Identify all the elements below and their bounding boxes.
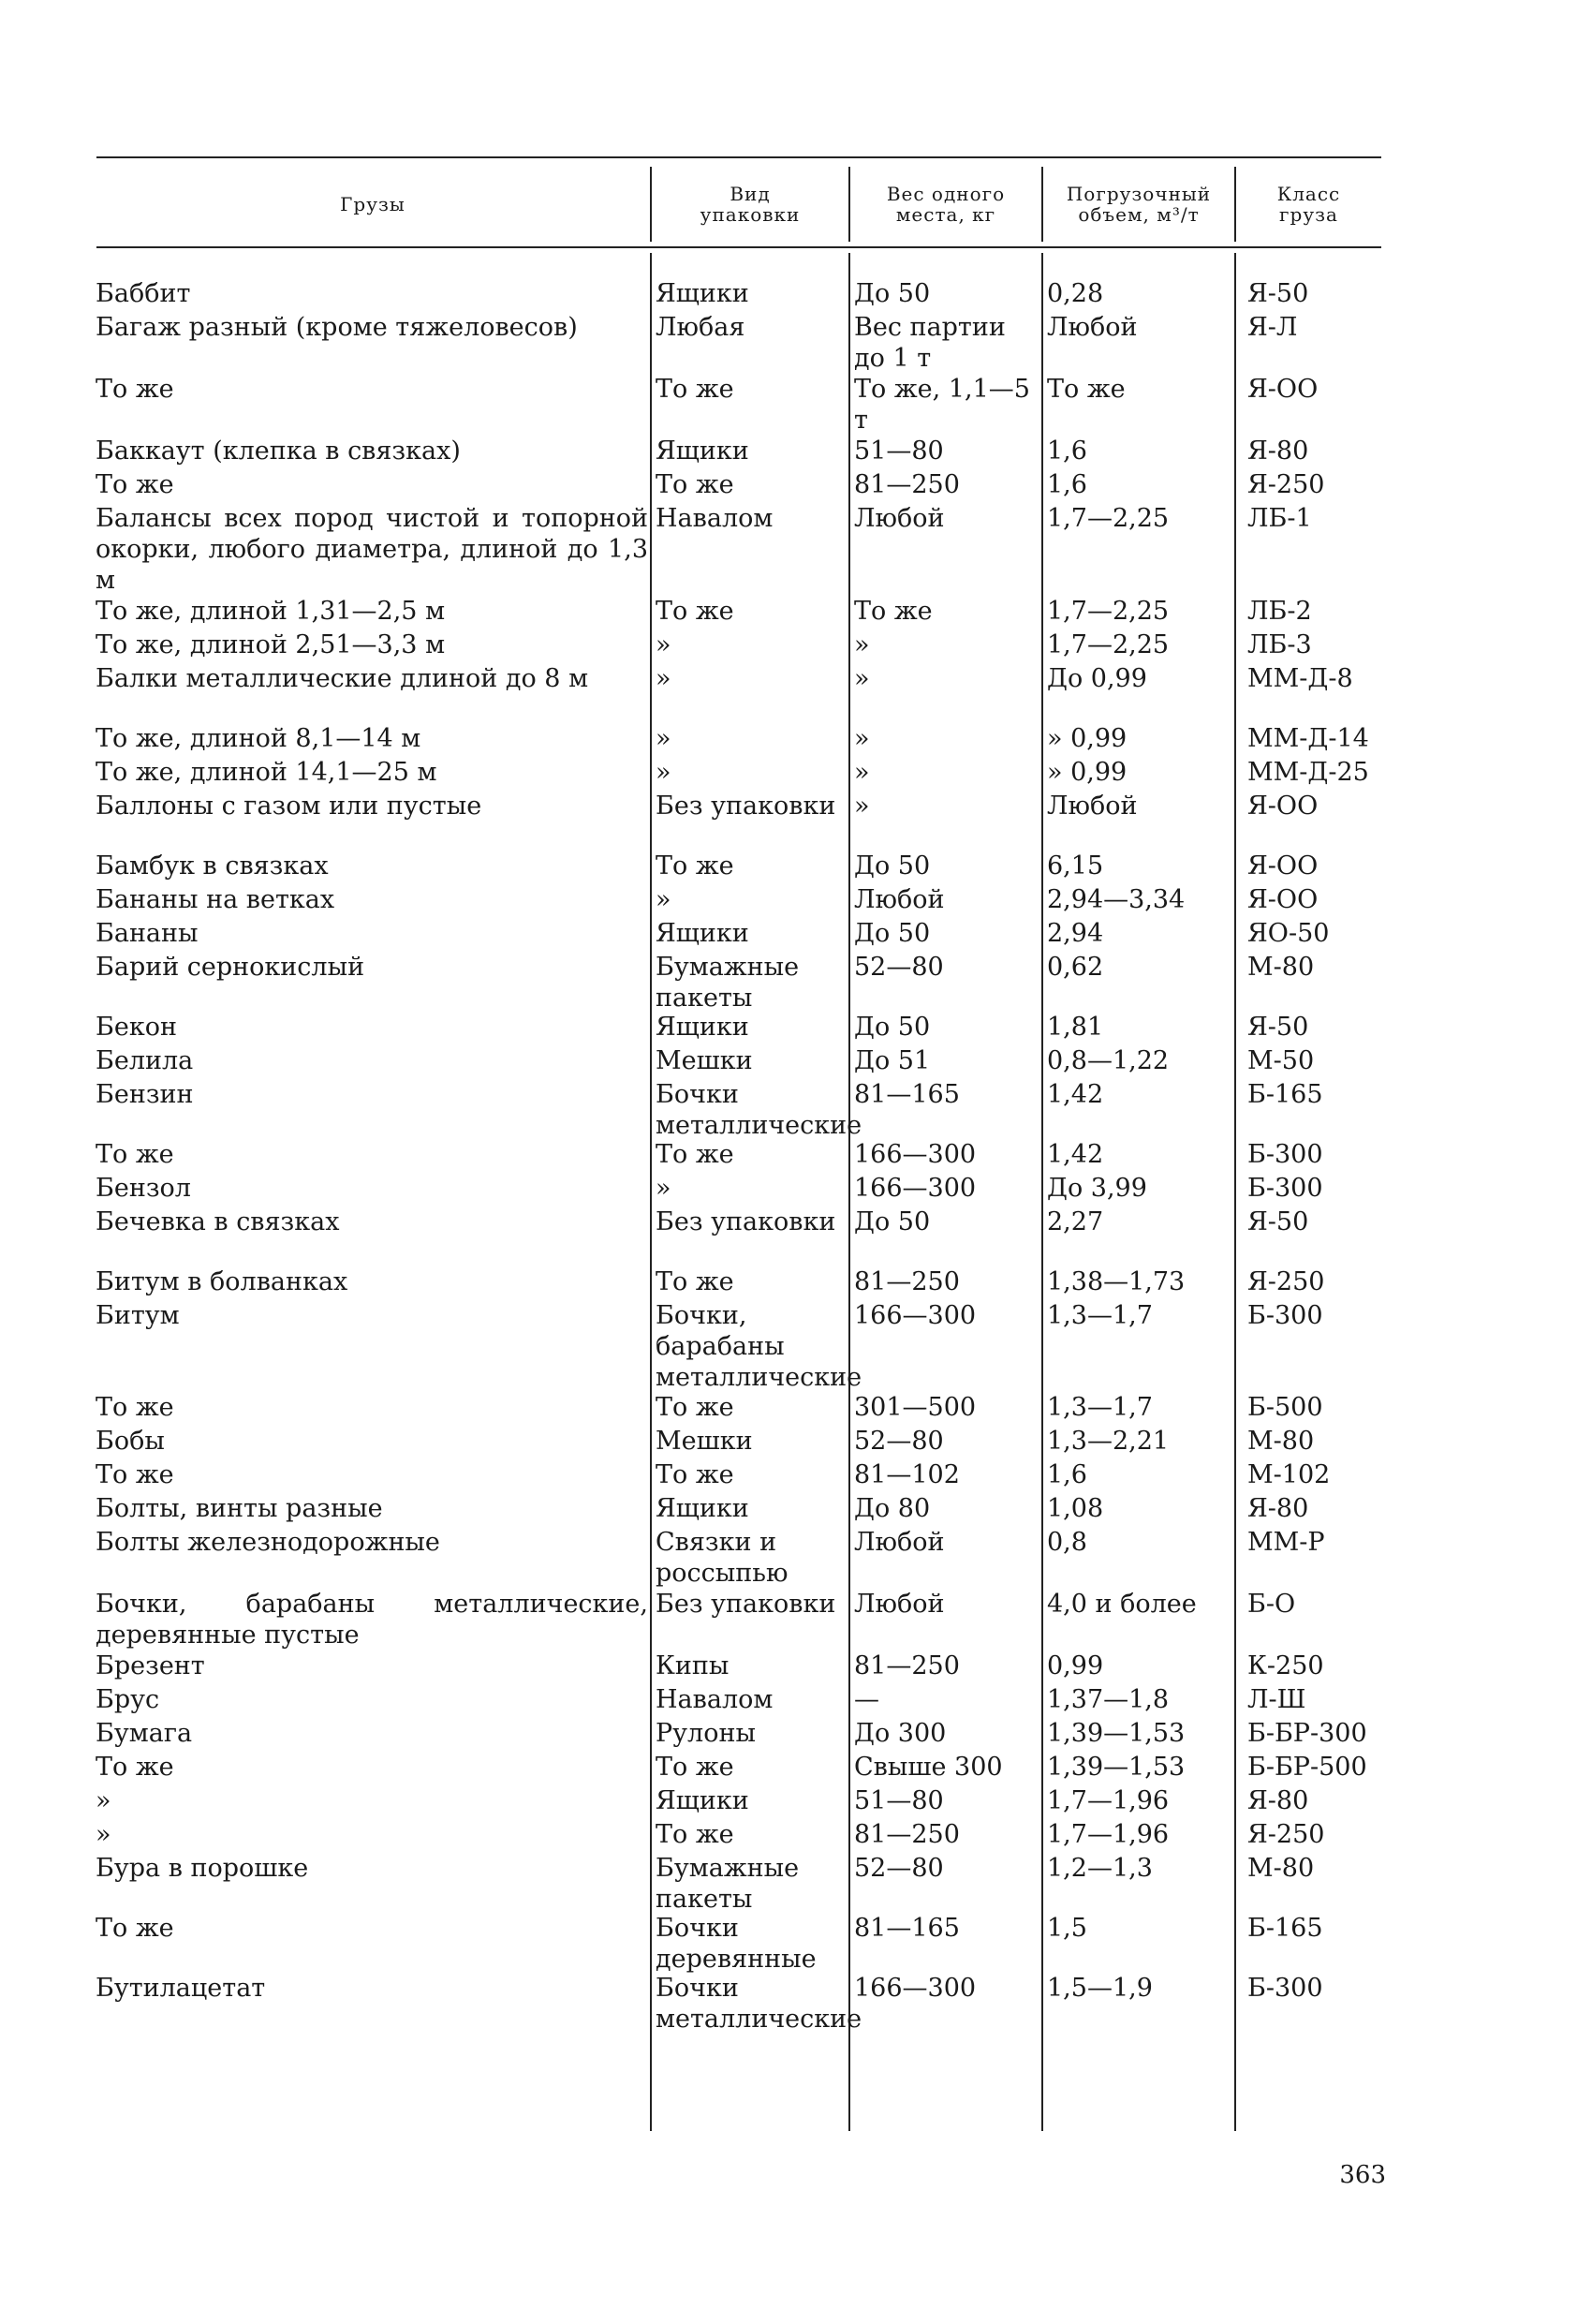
cell-name: Болты железнодорожные	[96, 1528, 440, 1557]
cell-name: Болты, винты разные	[96, 1494, 383, 1523]
header-bottom-rule	[96, 246, 1381, 248]
cell-volume: 1,6	[1047, 437, 1087, 466]
cell-volume: 1,7—1,96	[1047, 1786, 1170, 1815]
page-number: 363	[1339, 2161, 1386, 2189]
cell-weight: »	[854, 724, 870, 753]
cell-volume: 1,5	[1047, 1914, 1087, 1943]
cell-weight: —	[854, 1685, 879, 1714]
cell-class: М-50	[1247, 1046, 1315, 1075]
cell-weight: То же	[854, 597, 933, 626]
cell-pack: »	[656, 630, 671, 659]
cell-volume: 1,7—2,25	[1047, 504, 1170, 533]
cell-class: ЛБ-2	[1247, 597, 1312, 626]
cell-class: Б-БР-300	[1247, 1719, 1367, 1748]
cell-pack: То же	[656, 1267, 734, 1296]
cell-pack: Мешки	[656, 1046, 753, 1075]
cell-name: Баббит	[96, 279, 191, 308]
cell-class: ММ-Д-25	[1247, 758, 1369, 787]
cell-weight: 52—80	[854, 953, 944, 982]
cell-weight: Свыше 300	[854, 1753, 1003, 1782]
cell-name: Битум	[96, 1301, 180, 1330]
cell-class: Я-50	[1247, 1207, 1309, 1236]
cell-name: Балки металлические длиной до 8 м	[96, 664, 589, 693]
cell-name: То же	[96, 1914, 174, 1943]
cell-class: Б-165	[1247, 1914, 1323, 1943]
cell-class: ММ-Р	[1247, 1528, 1325, 1557]
cell-name: Бочки, барабаны металлические, деревянные пустые	[96, 1590, 648, 1650]
cell-name: Брус	[96, 1685, 160, 1714]
cell-weight: До 50	[854, 279, 931, 308]
cell-weight: 81—165	[854, 1080, 960, 1109]
cell-weight: До 50	[854, 851, 931, 881]
cell-pack: Ящики	[656, 437, 749, 466]
cell-weight: 51—80	[854, 437, 944, 466]
cell-name: Балансы всех пород чистой и топорной окорки, любого диаметра, длиной до 1,3 м	[96, 504, 648, 595]
cell-pack: Бочки, барабаны металлические	[656, 1301, 862, 1392]
cell-weight: До 300	[854, 1719, 947, 1748]
cell-class: Б-300	[1247, 1174, 1323, 1203]
cell-class: М-102	[1247, 1460, 1331, 1489]
cell-name: То же, длиной 1,31—2,5 м	[96, 597, 446, 626]
cell-weight: Любой	[854, 504, 945, 533]
cell-weight: До 80	[854, 1494, 931, 1523]
cell-name: Бекон	[96, 1013, 177, 1042]
cell-name: То же	[96, 1393, 174, 1422]
cell-name: То же, длиной 14,1—25 м	[96, 758, 437, 787]
cell-class: Б-165	[1247, 1080, 1323, 1109]
cell-pack: То же	[656, 1753, 734, 1782]
header-cargo: Грузы	[340, 193, 405, 215]
cell-weight: Любой	[854, 885, 945, 914]
cell-pack: То же	[656, 1393, 734, 1422]
header-packing: Вид упаковки	[700, 183, 801, 226]
cell-volume: 6,15	[1047, 851, 1104, 881]
cell-volume: 1,6	[1047, 1460, 1087, 1489]
cell-weight: 301—500	[854, 1393, 977, 1422]
cell-class: ММ-Д-14	[1247, 724, 1369, 753]
cell-name: »	[96, 1786, 111, 1815]
cell-pack: Рулоны	[656, 1719, 756, 1748]
cell-volume: 2,94	[1047, 919, 1104, 948]
cell-weight: 51—80	[854, 1786, 944, 1815]
cell-weight: »	[854, 758, 870, 787]
cell-class: Я-250	[1247, 1267, 1325, 1296]
cell-weight: 81—250	[854, 1651, 960, 1680]
cell-class: Б-БР-500	[1247, 1753, 1367, 1782]
cell-volume: 1,38—1,73	[1047, 1267, 1186, 1296]
column-divider	[1234, 253, 1236, 2131]
cell-pack: Связки и россыпью	[656, 1528, 789, 1588]
cell-pack: Без упаковки	[656, 1590, 836, 1619]
cell-pack: Ящики	[656, 1494, 749, 1523]
header-weight: Вес одного места, кг	[886, 183, 1006, 226]
column-divider	[848, 253, 850, 2131]
cell-class: ЛБ-1	[1247, 504, 1312, 533]
cell-weight: 52—80	[854, 1854, 944, 1883]
cell-pack: Без упаковки	[656, 792, 836, 821]
cell-class: М-80	[1247, 1427, 1315, 1456]
column-divider	[1041, 253, 1043, 2131]
cell-pack: То же	[656, 1140, 734, 1169]
cell-weight: 52—80	[854, 1427, 944, 1456]
cell-name: Бананы	[96, 919, 199, 948]
cell-volume: 0,8	[1047, 1528, 1087, 1557]
cell-pack: Ящики	[656, 1786, 749, 1815]
cell-weight: »	[854, 630, 870, 659]
cell-name: Баллоны с газом или пустые	[96, 792, 482, 821]
cell-volume: 1,3—1,7	[1047, 1393, 1153, 1422]
cell-volume: Любой	[1047, 792, 1138, 821]
cell-volume: 4,0 и более	[1047, 1590, 1197, 1619]
cell-weight: До 50	[854, 1013, 931, 1042]
column-divider	[650, 253, 652, 2131]
cell-pack: »	[656, 724, 671, 753]
cell-volume: 0,99	[1047, 1651, 1104, 1680]
cell-volume: 2,27	[1047, 1207, 1104, 1236]
cell-volume: 1,7—2,25	[1047, 597, 1170, 626]
cell-pack: »	[656, 885, 671, 914]
cell-pack: Ящики	[656, 919, 749, 948]
cell-volume: 1,2—1,3	[1047, 1854, 1153, 1883]
cell-name: Баккаут (клепка в связках)	[96, 437, 461, 466]
cell-volume: До 3,99	[1047, 1174, 1147, 1203]
cell-class: Я-250	[1247, 1820, 1325, 1849]
cell-pack: Бочки металлические	[656, 1080, 862, 1140]
cell-weight: 81—250	[854, 1267, 960, 1296]
cell-volume: 1,7—1,96	[1047, 1820, 1170, 1849]
cell-volume: 1,3—2,21	[1047, 1427, 1170, 1456]
cell-name: Багаж разный (кроме тяжеловесов)	[96, 313, 578, 342]
cell-weight: До 51	[854, 1046, 931, 1075]
cell-name: Бензол	[96, 1174, 191, 1203]
cell-class: Я-50	[1247, 1013, 1309, 1042]
cell-volume: 1,08	[1047, 1494, 1104, 1523]
table-top-rule	[96, 156, 1381, 158]
cell-weight: 81—250	[854, 470, 960, 499]
cell-volume: 1,42	[1047, 1140, 1104, 1169]
cell-volume: 0,28	[1047, 279, 1104, 308]
cell-volume: 0,62	[1047, 953, 1104, 982]
cell-pack: То же	[656, 1460, 734, 1489]
cell-class: Я-ОО	[1247, 851, 1319, 881]
cell-name: То же, длиной 8,1—14 м	[96, 724, 421, 753]
cell-name: Бобы	[96, 1427, 165, 1456]
cell-volume: Любой	[1047, 313, 1138, 342]
cell-volume: » 0,99	[1047, 724, 1128, 753]
cell-volume: 1,5—1,9	[1047, 1974, 1153, 2003]
cell-name: То же, длиной 2,51—3,3 м	[96, 630, 446, 659]
cell-volume: 1,39—1,53	[1047, 1753, 1186, 1782]
cell-weight: До 50	[854, 1207, 931, 1236]
cell-volume: 0,8—1,22	[1047, 1046, 1170, 1075]
cell-class: ЯО-50	[1247, 919, 1330, 948]
cell-pack: То же	[656, 597, 734, 626]
cell-name: Бананы на ветках	[96, 885, 335, 914]
header-volume: Погрузочный объем, м³/т	[1066, 183, 1212, 226]
cell-class: Я-250	[1247, 470, 1325, 499]
cell-class: Я-50	[1247, 279, 1309, 308]
cell-name: Брезент	[96, 1651, 205, 1680]
cell-name: То же	[96, 1460, 174, 1489]
cell-weight: 166—300	[854, 1174, 977, 1203]
cell-name: Бечевка в связках	[96, 1207, 340, 1236]
cell-class: Я-ОО	[1247, 375, 1319, 404]
cell-class: ЛБ-3	[1247, 630, 1312, 659]
cell-volume: 1,3—1,7	[1047, 1301, 1153, 1330]
cell-pack: То же	[656, 470, 734, 499]
cell-volume: 1,7—2,25	[1047, 630, 1170, 659]
cell-class: Я-ОО	[1247, 885, 1319, 914]
cell-pack: »	[656, 664, 671, 693]
cell-name: Бензин	[96, 1080, 194, 1109]
cell-pack: Навалом	[656, 1685, 774, 1714]
cell-volume: 1,81	[1047, 1013, 1104, 1042]
cell-name: То же	[96, 375, 174, 404]
cell-name: »	[96, 1820, 111, 1849]
cell-weight: 81—250	[854, 1820, 960, 1849]
cell-pack: »	[656, 758, 671, 787]
cell-pack: Ящики	[656, 1013, 749, 1042]
cell-volume: 2,94—3,34	[1047, 885, 1186, 914]
cell-volume: 1,42	[1047, 1080, 1104, 1109]
cell-class: М-80	[1247, 1854, 1315, 1883]
cell-class: Я-80	[1247, 437, 1309, 466]
cell-pack: »	[656, 1174, 671, 1203]
cell-pack: Бумажные пакеты	[656, 953, 800, 1013]
cell-weight: 81—165	[854, 1914, 960, 1943]
cell-name: То же	[96, 1753, 174, 1782]
cell-name: Бутилацетат	[96, 1974, 266, 2003]
cell-class: Л-Ш	[1247, 1685, 1306, 1714]
cell-name: Бура в порошке	[96, 1854, 309, 1883]
cell-class: Я-80	[1247, 1494, 1309, 1523]
cell-pack: Без упаковки	[656, 1207, 836, 1236]
cell-volume: До 0,99	[1047, 664, 1147, 693]
cell-pack: Любая	[656, 313, 745, 342]
cell-class: Б-О	[1247, 1590, 1296, 1619]
cell-weight: Любой	[854, 1590, 945, 1619]
cell-weight: То же, 1,1—5 т	[854, 375, 1030, 435]
cell-weight: 166—300	[854, 1140, 977, 1169]
cell-name: Битум в болванках	[96, 1267, 348, 1296]
cell-class: Б-300	[1247, 1301, 1323, 1330]
cell-pack: Мешки	[656, 1427, 753, 1456]
cell-pack: Навалом	[656, 504, 774, 533]
cell-volume: 1,39—1,53	[1047, 1719, 1186, 1748]
cell-weight: 166—300	[854, 1301, 977, 1330]
cell-weight: »	[854, 792, 870, 821]
cell-class: ММ-Д-8	[1247, 664, 1353, 693]
cell-pack: То же	[656, 1820, 734, 1849]
cell-class: Я-ОО	[1247, 792, 1319, 821]
cell-class: Я-80	[1247, 1786, 1309, 1815]
cell-class: Б-500	[1247, 1393, 1323, 1422]
cell-pack: Бумажные пакеты	[656, 1854, 800, 1914]
cell-pack: Ящики	[656, 279, 749, 308]
cell-pack: Бочки деревянные	[656, 1914, 817, 1974]
cell-pack: То же	[656, 851, 734, 881]
cell-name: Барий сернокислый	[96, 953, 365, 982]
cell-weight: 81—102	[854, 1460, 960, 1489]
cell-volume: » 0,99	[1047, 758, 1128, 787]
cell-weight: 166—300	[854, 1974, 977, 2003]
cell-class: М-80	[1247, 953, 1315, 982]
cell-weight: »	[854, 664, 870, 693]
cell-name: Белила	[96, 1046, 194, 1075]
cell-volume: 1,6	[1047, 470, 1087, 499]
cell-name: То же	[96, 470, 174, 499]
cell-class: К-250	[1247, 1651, 1324, 1680]
cell-weight: Вес партии до 1 т	[854, 313, 1006, 373]
cell-pack: Кипы	[656, 1651, 730, 1680]
cell-volume: 1,37—1,8	[1047, 1685, 1170, 1714]
cell-weight: Любой	[854, 1528, 945, 1557]
cell-name: То же	[96, 1140, 174, 1169]
cell-pack: То же	[656, 375, 734, 404]
cell-weight: До 50	[854, 919, 931, 948]
cell-name: Бамбук в связках	[96, 851, 329, 881]
cell-class: Б-300	[1247, 1140, 1323, 1169]
cell-pack: Бочки металлические	[656, 1974, 862, 2034]
cell-name: Бумага	[96, 1719, 193, 1748]
cell-volume: То же	[1047, 375, 1126, 404]
cell-class: Б-300	[1247, 1974, 1323, 2003]
header-class: Класс груза	[1276, 183, 1341, 226]
cell-class: Я-Л	[1247, 313, 1298, 342]
